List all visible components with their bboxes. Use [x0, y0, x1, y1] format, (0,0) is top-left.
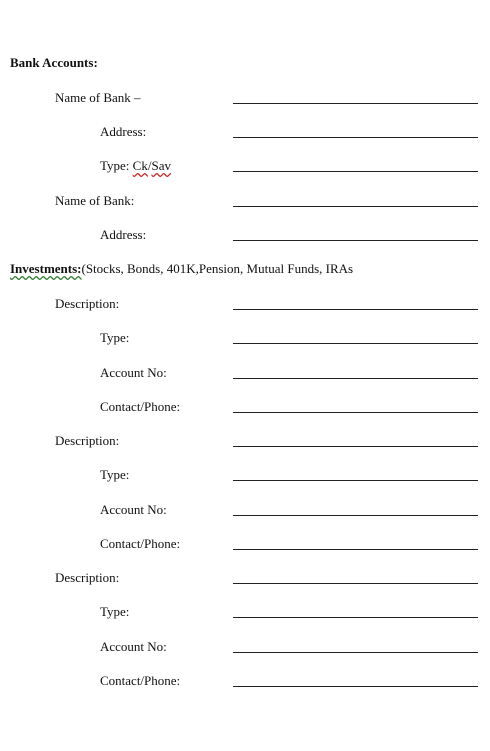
label-description-1: Description:	[55, 296, 120, 311]
line-description-1[interactable]	[233, 309, 478, 310]
label-description-2: Description:	[55, 433, 120, 448]
investments-heading	[10, 261, 353, 277]
label-type-separator: /	[147, 158, 152, 173]
line-description-3[interactable]	[233, 583, 478, 584]
label-name-of-bank-2: Name of Bank:	[55, 193, 135, 208]
line-bank-address-2[interactable]	[233, 240, 478, 241]
line-type-2[interactable]	[233, 480, 478, 481]
label-account-no-2: Account No:	[100, 502, 167, 517]
line-type-3[interactable]	[233, 617, 478, 618]
line-name-of-bank-2[interactable]	[233, 206, 478, 207]
label-bank-address-1: Address:	[100, 124, 147, 139]
line-name-of-bank-1[interactable]	[233, 103, 478, 104]
line-account-no-2[interactable]	[233, 515, 478, 516]
label-account-type	[100, 158, 171, 174]
line-account-no-3[interactable]	[233, 652, 478, 653]
line-contact-phone-1[interactable]	[233, 412, 478, 413]
label-type-prefix: Type:	[100, 158, 133, 173]
label-description-3: Description:	[55, 570, 120, 585]
line-account-type[interactable]	[233, 171, 478, 172]
label-account-no-1: Account No:	[100, 365, 167, 380]
line-bank-address-1[interactable]	[233, 137, 478, 138]
label-contact-phone-2: Contact/Phone:	[100, 536, 181, 551]
line-type-1[interactable]	[233, 343, 478, 344]
section-title-bank-accounts: Bank Accounts:	[10, 55, 98, 70]
section-title-investments: Investments:	[10, 261, 82, 276]
label-type-1: Type:	[100, 330, 130, 345]
label-contact-phone-1: Contact/Phone:	[100, 399, 181, 414]
label-type-ck: Ck	[132, 158, 148, 173]
line-contact-phone-2[interactable]	[233, 549, 478, 550]
label-account-no-3: Account No:	[100, 639, 167, 654]
line-contact-phone-3[interactable]	[233, 686, 478, 687]
line-account-no-1[interactable]	[233, 378, 478, 379]
label-type-3: Type:	[100, 604, 130, 619]
label-bank-address-2: Address:	[100, 227, 147, 242]
label-type-sav: Sav	[151, 158, 171, 173]
line-description-2[interactable]	[233, 446, 478, 447]
label-type-2: Type:	[100, 467, 130, 482]
label-contact-phone-3: Contact/Phone:	[100, 673, 181, 688]
investments-subtitle: (Stocks, Bonds, 401K,Pension, Mutual Funds, IRAs	[81, 261, 354, 276]
label-name-of-bank-1: Name of Bank –	[55, 90, 141, 105]
